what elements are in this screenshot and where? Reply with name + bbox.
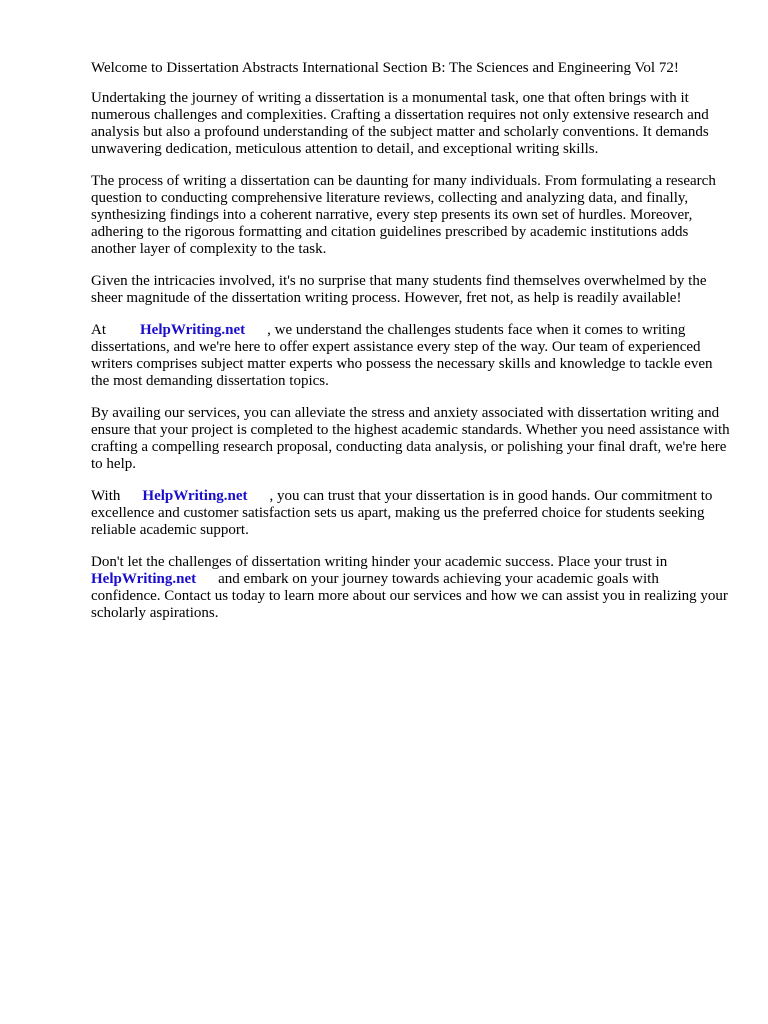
paragraph-with-suffix: , you can trust that your dissertation is in good hands. Our commitment to excellence and customer satisfaction sets us apart, making us the preferred choice for students seeking reliable academic support. (91, 488, 713, 538)
helpwriting-link[interactable]: HelpWriting.net (142, 488, 248, 504)
paragraph-with-prefix: With (91, 488, 121, 504)
paragraph-intricacies: Given the intricacies involved, it's no surprise that many students find themselves overwhelmed by the sheer magnitude of the dissertation writing process. However, fret not, as help is readily available! (91, 273, 707, 306)
paragraph-at-suffix: , we understand the challenges students face when it comes to writing dissertations, and we're here to offer expert assistance every step of the way. Our team of experienced writers comprises subject matter experts who possess the necessary skills and knowledge to tackle even the most demanding dissertation topics. (91, 322, 713, 389)
paragraph-closing-prefix: Don't let the challenges of dissertation writing hinder your academic success. Place your trust in (91, 554, 668, 570)
helpwriting-link[interactable]: HelpWriting.net (140, 322, 246, 338)
paragraph-at (91, 322, 731, 390)
paragraph-with (91, 488, 731, 539)
paragraph-process: The process of writing a dissertation can be daunting for many individuals. From formulating a research question to conducting comprehensive literature reviews, collecting and analyzing data, and finally, synthesizing findings into a coherent narrative, every step presents its own set of hurdles. Moreover, adhering to the rigorous formatting and citation guidelines prescribed by academic institutions adds another layer of complexity to the task. (91, 173, 716, 257)
paragraph-at-prefix: At (91, 322, 106, 338)
paragraph-availing: By availing our services, you can alleviate the stress and anxiety associated with dissertation writing and ensure that your project is completed to the highest academic standards. Whether you need assistance with crafting a compelling research proposal, conducting data analysis, or polishing your final draft, we're here to help. (91, 405, 730, 472)
paragraph-closing-suffix: and embark on your journey towards achieving your academic goals with confidence. Contact us today to learn more about our services and how we can assist you in realizing your scholarly aspirations. (91, 571, 728, 621)
paragraph-closing (91, 554, 731, 622)
document-heading: Welcome to Dissertation Abstracts International Section B: The Sciences and Engineering Vol 72! (91, 60, 679, 76)
helpwriting-link[interactable]: HelpWriting.net (91, 571, 197, 587)
paragraph-intro: Undertaking the journey of writing a dissertation is a monumental task, one that often brings with it numerous challenges and complexities. Crafting a dissertation requires not only extensive research and analysis but also a profound understanding of the subject matter and scholarly conventions. It demands unwavering dedication, meticulous attention to detail, and exceptional writing skills. (91, 90, 709, 157)
document-page (91, 60, 731, 637)
